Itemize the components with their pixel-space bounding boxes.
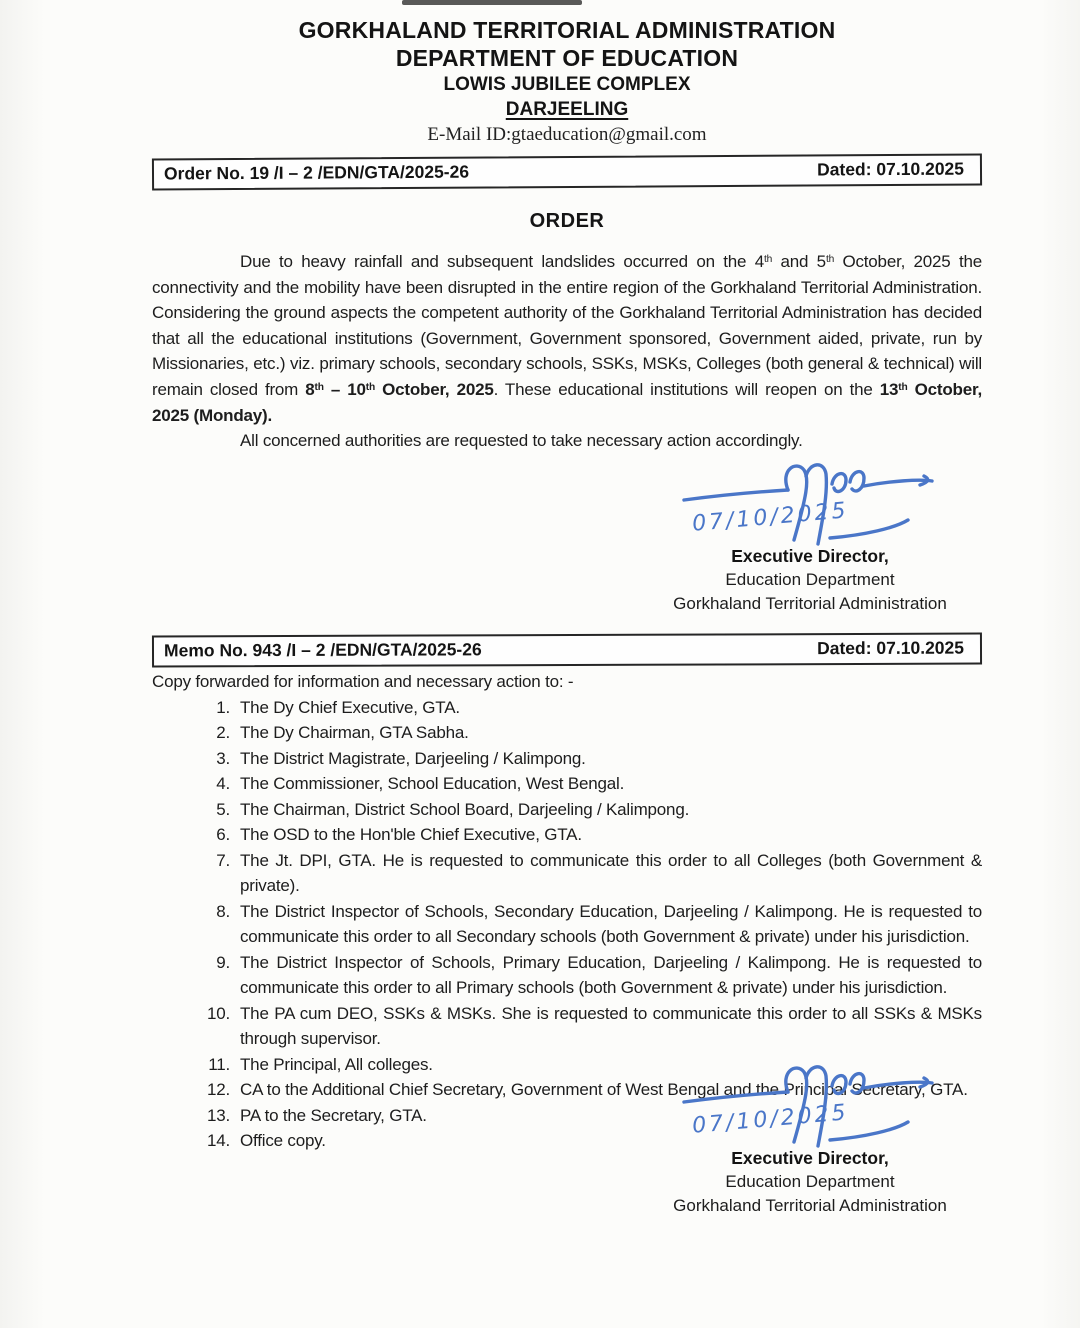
list-item-number: 14. — [206, 1131, 230, 1151]
list-item-text: The Dy Chief Executive, GTA. — [240, 697, 460, 717]
list-item — [198, 950, 982, 1001]
handwritten-date: 07/10/2025 — [691, 497, 850, 537]
signatory-title: Executive Director, — [731, 545, 889, 566]
letterhead — [152, 16, 982, 148]
signature-block-bottom — [640, 1062, 980, 1218]
signatory-dept: Education Department — [725, 569, 895, 589]
list-item — [198, 797, 982, 823]
list-item-text: The Jt. DPI, GTA. He is requested to communicate this order to all Colleges (both Government & private). — [240, 850, 982, 896]
handwritten-signature — [680, 460, 940, 548]
signatory-org: Gorkhaland Territorial Administration — [673, 593, 947, 613]
list-item-text: The OSD to the Hon'ble Chief Executive, GTA. — [240, 825, 582, 845]
list-item-number: 12. — [206, 1080, 230, 1100]
order-reference-bar — [152, 153, 982, 190]
list-item-text: The PA cum DEO, SSKs & MSKs. She is requested to communicate this order to all SSKs & MSKs through supervisor. — [240, 1003, 982, 1049]
list-item — [198, 746, 982, 772]
list-item — [198, 771, 982, 797]
list-item — [198, 899, 982, 950]
order-title: ORDER — [529, 210, 605, 232]
list-item-number: 10. — [206, 1003, 230, 1023]
list-item-text: The District Magistrate, Darjeeling / Kalimpong. — [240, 748, 586, 768]
signatory-title: Executive Director, — [731, 1147, 889, 1168]
email-line: E-Mail ID:gtaeducation@gmail.com — [427, 124, 707, 145]
scan-artifact — [402, 0, 582, 5]
list-item-text: Office copy. — [240, 1131, 326, 1151]
handwritten-signature — [680, 1062, 940, 1150]
order-body-paragraph: Due to heavy rainfall and subsequent landslides occurred on the 4th and 5th October, 2025 the connectivity and the mobility have been disrupted in the entire region of the Gorkhaland Territorial Administration. Considering the ground aspects the competent authority of the Gorkhaland Territorial Administration has decided that all the educational institutions (Government, Government sponsored, Government aided, private, run by Missionaries, etc.) viz. primary schools, secondary schools, SSKs, MSKs, Colleges (both general & technical) will remain closed from 8th – 10th October, 2025. These educational institutions will reopen on the 13th October, 2025 (Monday). — [152, 252, 982, 425]
signatory-dept: Education Department — [725, 1171, 895, 1191]
list-item-number: 8. — [216, 901, 230, 921]
list-item-number: 4. — [216, 774, 230, 794]
signature-block-top — [640, 460, 980, 616]
list-item-number: 2. — [216, 723, 230, 743]
list-item-text: The District Inspector of Schools, Secondary Education, Darjeeling / Kalimpong. He is requested to communicate this order to all Secondary schools (both Government & private) under his jurisdiction. — [240, 901, 982, 947]
list-item — [198, 822, 982, 848]
list-item-number: 7. — [216, 850, 230, 870]
list-item — [198, 1001, 982, 1052]
memo-number: Memo No. 943 /I – 2 /EDN/GTA/2025-26 — [163, 639, 482, 661]
list-item-number: 13. — [206, 1105, 230, 1125]
org-name: GORKHALAND TERRITORIAL ADMINISTRATION — [298, 17, 836, 43]
list-item-text: The Chairman, District School Board, Darjeeling / Kalimpong. — [240, 799, 690, 819]
list-item-number: 1. — [216, 697, 230, 717]
memo-date: Dated: 07.10.2025 — [817, 637, 965, 658]
order-number: Order No. 19 /I – 2 /EDN/GTA/2025-26 — [163, 161, 470, 184]
list-item — [198, 720, 982, 746]
list-item-number: 3. — [216, 748, 230, 768]
memo-reference-bar — [152, 632, 982, 667]
order-date: Dated: 07.10.2025 — [817, 158, 965, 180]
list-item — [198, 848, 982, 899]
dept-name: DEPARTMENT OF EDUCATION — [395, 45, 739, 71]
signatory-org: Gorkhaland Territorial Administration — [673, 1195, 947, 1215]
list-item — [198, 695, 982, 721]
list-item-text: The Principal, All colleges. — [240, 1054, 433, 1074]
order-closing-line: All concerned authorities are requested to take necessary action accordingly. — [240, 431, 803, 451]
address-line: LOWIS JUBILEE COMPLEX — [443, 74, 691, 95]
memo-intro: Copy forwarded for information and necessary action to: - — [152, 671, 574, 691]
list-item-number: 6. — [216, 825, 230, 845]
list-item-text: The Commissioner, School Education, West Bengal. — [240, 774, 625, 794]
list-item-number: 5. — [216, 799, 230, 819]
list-item-text: CA to the Additional Chief Secretary, Government of West Bengal and the Principal Secretary, GTA. — [240, 1080, 968, 1100]
handwritten-date: 07/10/2025 — [691, 1099, 850, 1139]
list-item-text: The District Inspector of Schools, Primary Education, Darjeeling / Kalimpong. He is requested to communicate this order to all Primary schools (both Government & private) under his jurisdiction. — [240, 952, 982, 998]
list-item-text: PA to the Secretary, GTA. — [240, 1105, 427, 1125]
city-line: DARJEELING — [505, 99, 629, 120]
list-item-text: The Dy Chairman, GTA Sabha. — [240, 723, 469, 743]
list-item-number: 11. — [208, 1054, 230, 1074]
list-item-number: 9. — [216, 952, 230, 972]
